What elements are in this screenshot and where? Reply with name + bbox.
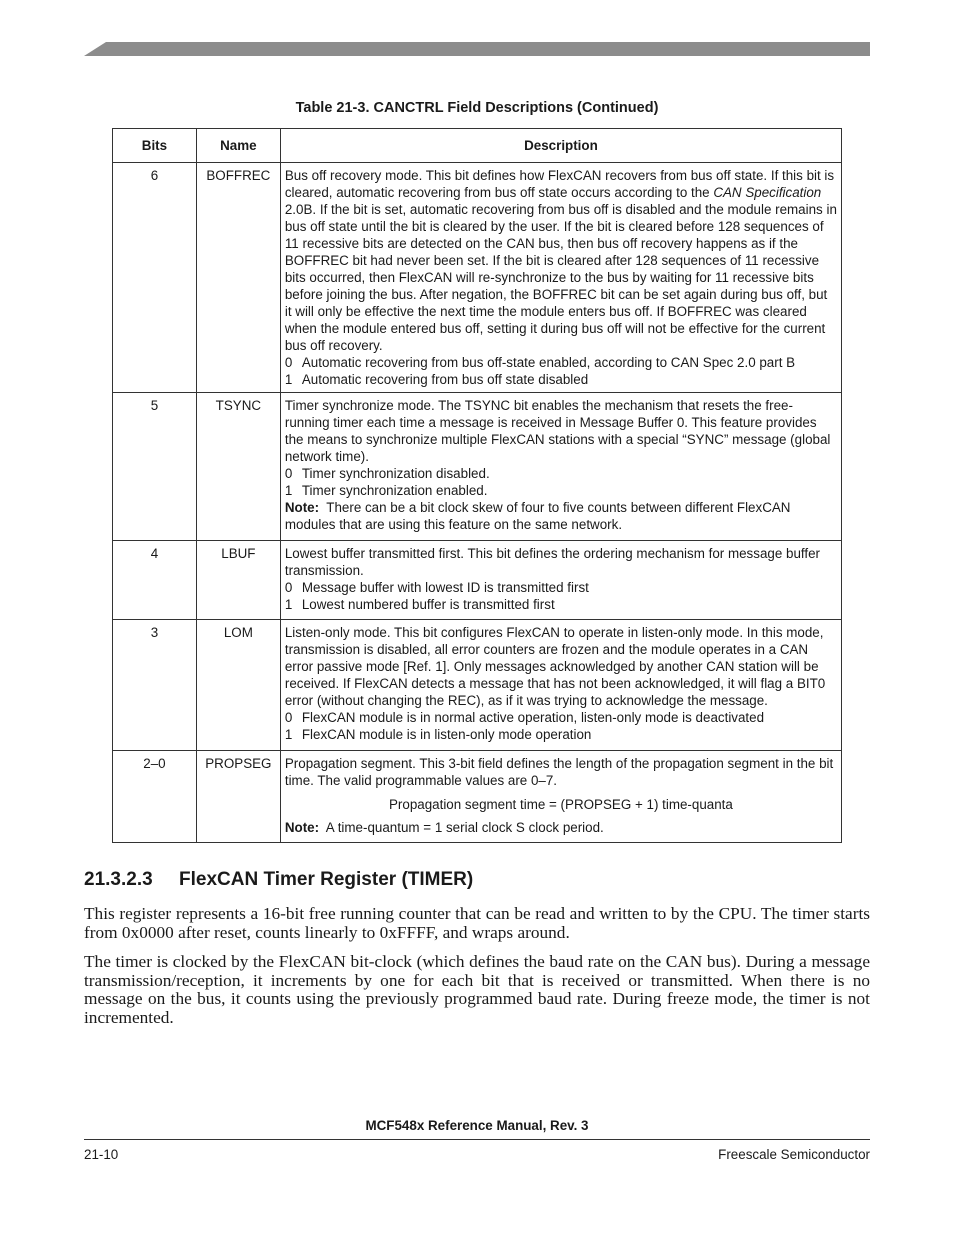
encoding-1: 1 Lowest numbered buffer is transmitted first xyxy=(284,597,555,612)
encoding-0: 0 Timer synchronization disabled. xyxy=(284,466,490,481)
name-cell: BOFFREC xyxy=(196,163,280,393)
description-cell xyxy=(280,163,841,393)
description-text: Bus off recovery mode. This bit defines how FlexCAN recovers from bus off state. If this bit is cleared, automatic recovering from bus off state occurs according to the CAN Specification 2.0B. If the bit is set, automatic recovering from bus off is disabled and the module remains in bus off state until the bit is cleared by the user. If the bit is cleared before 128 sequences of 11 recessive bits are detected on the CAN bus, then bus off recovery happens as if the BOFFREC bit had never been set. If the bit is cleared after 128 sequences of 11 recessive bits occurred, then FlexCAN will re-synchronize to the bus by waiting for 11 recessive bits before joining the bus. After negation, the BOFFREC bit can be set again during bus off, but it will only be effective the next time the module enters bus off. If BOFFREC was cleared when the module entered bus off, setting it during bus off will not be effective for the current bus off recovery. xyxy=(284,168,837,353)
table-row xyxy=(113,541,842,620)
bits-cell: 3 xyxy=(113,620,197,751)
bits-cell: 5 xyxy=(113,393,197,541)
bits-cell: 4 xyxy=(113,541,197,620)
encoding-1: 1 Automatic recovering from bus off state disabled xyxy=(284,372,589,387)
note: Note: A time-quantum = 1 serial clock S clock period. xyxy=(284,820,604,835)
encoding-1: 1 Timer synchronization enabled. xyxy=(284,483,488,498)
header-bits: Bits xyxy=(113,129,197,163)
paragraph: The timer is clocked by the FlexCAN bit-clock (which defines the baud rate on the CAN bus). During a message transmission/reception, it increments by one for each bit that is received or transmitted. When there is no message on the bus, it counts using the previously programmed baud rate. During freeze mode, the timer is not incremented. xyxy=(84,952,870,1027)
bits-cell: 6 xyxy=(113,163,197,393)
section-title: FlexCAN Timer Register (TIMER) xyxy=(179,869,474,890)
formula: Propagation segment time = (PROPSEG + 1) time-quanta xyxy=(388,797,733,812)
description-text: Listen-only mode. This bit configures FlexCAN to operate in listen-only mode. In this mode, transmission is disabled, all error counters are frozen and the module operates in a CAN error passive mode [Ref. 1]. Only messages acknowledged by another CAN station will be received. If FlexCAN detects a message that has not been acknowledged, it will flag a BIT0 error (without changing the REC), as if it was trying to acknowledge the message. xyxy=(284,625,826,708)
name-cell: PROPSEG xyxy=(196,751,280,843)
name-cell: LOM xyxy=(196,620,280,751)
table-header-row xyxy=(113,129,842,163)
company-name: Freescale Semiconductor xyxy=(718,1147,870,1162)
description-cell xyxy=(280,393,841,541)
name-cell: TSYNC xyxy=(196,393,280,541)
table-row xyxy=(113,163,842,393)
header-description: Description xyxy=(280,129,841,163)
section-number: 21.3.2.3 xyxy=(84,869,153,890)
table-caption: Table 21-3. CANCTRL Field Descriptions (Continued) xyxy=(295,100,659,116)
footer-divider xyxy=(84,1139,870,1140)
header-name: Name xyxy=(196,129,280,163)
table-row xyxy=(113,620,842,751)
paragraph: This register represents a 16-bit free running counter that can be read and written to by the CPU. The timer starts from 0x0000 after reset, counts linearly to 0xFFFF, and wraps around. xyxy=(84,904,870,942)
section-heading xyxy=(84,869,473,891)
encoding-0: 0 Message buffer with lowest ID is transmitted first xyxy=(284,580,589,595)
field-descriptions-table xyxy=(112,128,842,843)
encoding-0: 0 FlexCAN module is in normal active operation, listen-only mode is deactivated xyxy=(284,710,765,725)
description-cell xyxy=(280,541,841,620)
page-number: 21-10 xyxy=(84,1147,119,1162)
description-text: Timer synchronize mode. The TSYNC bit enables the mechanism that resets the free-running timer each time a message is received in Message Buffer 0. This feature provides the means to synchronize multiple FlexCAN stations with a special “SYNC” message (global network time). xyxy=(284,398,831,464)
header-bar xyxy=(84,42,870,56)
encoding-1: 1 FlexCAN module is in listen-only mode operation xyxy=(284,727,592,742)
name-cell: LBUF xyxy=(196,541,280,620)
encoding-0: 0 Automatic recovering from bus off-state enabled, according to CAN Spec 2.0 part B xyxy=(284,355,796,370)
description-cell xyxy=(280,620,841,751)
description-text: Lowest buffer transmitted first. This bit defines the ordering mechanism for message buffer transmission. xyxy=(284,546,821,578)
bits-cell: 2–0 xyxy=(113,751,197,843)
description-cell xyxy=(280,751,841,843)
spec-citation: CAN Specification xyxy=(713,185,822,200)
table-row xyxy=(113,751,842,843)
description-text: Propagation segment. This 3-bit field defines the length of the propagation segment in the bit time. The valid programmable values are 0–7. xyxy=(284,756,834,788)
footer-title: MCF548x Reference Manual, Rev. 3 xyxy=(365,1118,589,1133)
table-row xyxy=(113,393,842,541)
note: Note: There can be a bit clock skew of four to five counts between different FlexCAN modules that are using this feature on the same network. xyxy=(284,500,791,532)
